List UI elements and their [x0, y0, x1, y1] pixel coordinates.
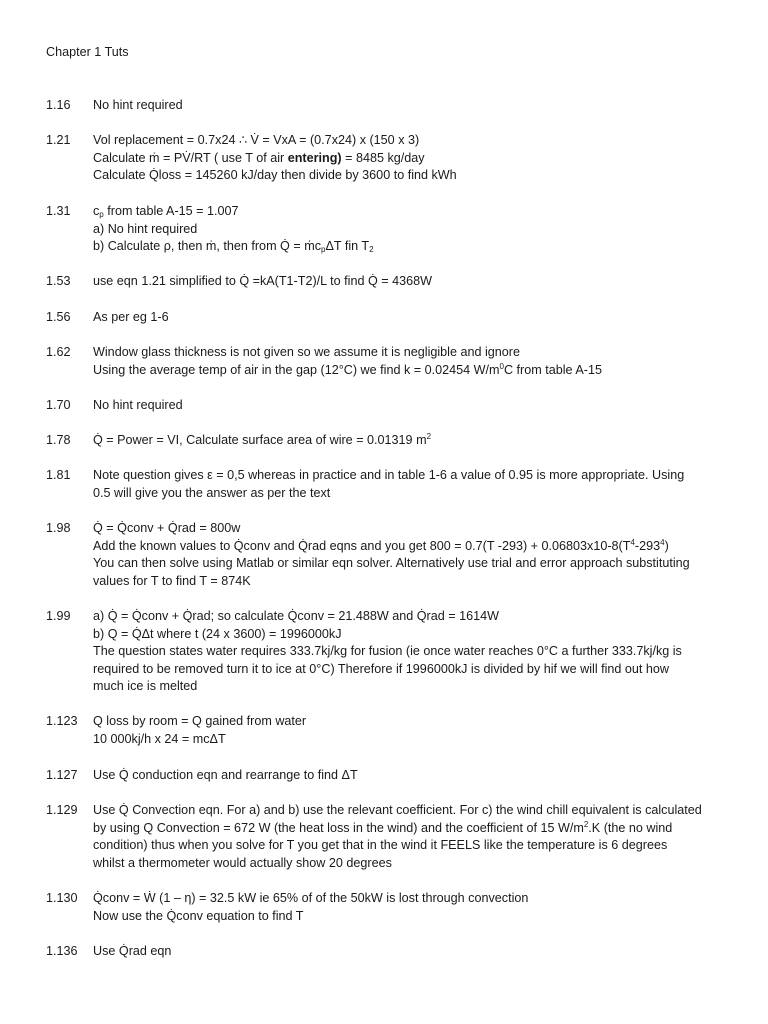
- hint-text: [93, 97, 744, 115]
- hint-line: Use Q̇ conduction eqn and rearrange to find ΔT: [93, 768, 358, 782]
- hint-text: [93, 608, 744, 696]
- hint-line: Q loss by room = Q gained from water: [93, 714, 307, 728]
- problem-number: 1.21: [46, 133, 71, 147]
- hint-line: $c_p$ from table A-15 = 1.007: [93, 204, 239, 219]
- problem-number: 1.129: [46, 803, 78, 817]
- problem-number: 1.53: [46, 274, 71, 288]
- hint-line: values for T to find T = 874K: [93, 573, 251, 588]
- hint-line: No hint required: [93, 98, 183, 112]
- hint-line: by using Q Convection = 672 W (the heat loss in the wind) and the coefficient of 15 $W/m^2.K$ (the no wind: [93, 819, 673, 835]
- hint-line: b) Q = Q̇Δt where t (24 x 3600) = 1996000kJ: [93, 626, 342, 641]
- problem-number: 1.56: [46, 310, 71, 324]
- hint-line: Q̇ = Power = VI, Calculate surface area of wire = 0.01319 $m^2$: [93, 432, 432, 447]
- hint-line: Window glass thickness is not given so we assume it is negligible and ignore: [93, 345, 521, 359]
- problem-number: 1.70: [46, 398, 71, 412]
- hint-line: required to be removed turn it to ice at 0°C) Therefore if 1996000kJ is divided by hif we will find out how: [93, 661, 670, 676]
- hint-line: Add the known values to Q̇conv and Q̇rad eqns and you get 800 = 0.7(T $-293) + 0.06803x10-8(T^4-293^4)$: [93, 537, 669, 553]
- hint-line: Use Q̇ Convection eqn. For a) and b) use the relevant coefficient. For c) the wind chill equivalent is calculated: [93, 803, 702, 817]
- hint-text: [93, 273, 744, 291]
- hint-line: Now use the Q̇conv equation to find T: [93, 908, 304, 923]
- hint-line: Note question gives ε = 0,5 whereas in practice and in table 1-6 a value of 0.95 is more appropriate. Using: [93, 468, 685, 482]
- hint-line: Use Q̇rad eqn: [93, 944, 172, 958]
- problem-number: 1.78: [46, 433, 71, 447]
- problem-number: 1.136: [46, 944, 78, 958]
- hint-text: [93, 713, 744, 748]
- hint-line: much ice is melted: [93, 679, 198, 693]
- hint-line: Q̇ = Q̇conv + Q̇rad = 800w: [93, 521, 241, 535]
- hint-text: [93, 203, 744, 256]
- problem-number: 1.99: [46, 609, 71, 623]
- hint-line: 0.5 will give you the answer as per the text: [93, 485, 331, 500]
- hint-text: [93, 767, 744, 785]
- hint-line: The question states water requires 333.7kj/kg for fusion (ie once water reaches 0°C a further 333.7kj/kg is: [93, 644, 682, 658]
- problem-number: 1.123: [46, 714, 78, 728]
- hint-text: [93, 943, 744, 961]
- hint-line: 10 000kj/h x 24 = mcΔT: [93, 731, 226, 746]
- hint-line: a) No hint required: [93, 221, 198, 236]
- hint-line: You can then solve using Matlab or similar eqn solver. Alternatively use trial and error approach substituting: [93, 556, 690, 570]
- hint-line: Vol replacement = 0.7x24 ∴ V̇ = VxA = (0.7x24) x (150 x 3): [93, 133, 420, 147]
- hint-line: Calculate Q̇loss = 145260 kJ/day then divide by 3600 to find kWh: [93, 168, 457, 182]
- hint-line: Using the average temp of air in the gap (12°C) we find k = 0.02454 $W/m^0C$ from table A-15: [93, 361, 602, 377]
- hint-text: [93, 344, 744, 379]
- hint-text: [93, 432, 744, 450]
- problem-number: 1.62: [46, 345, 71, 359]
- hint-text: [93, 397, 744, 415]
- hint-line: Calculate ṁ = PV̇/RT ( use T of air entering) = 8485 kg/day: [93, 150, 425, 165]
- hint-line: whilst a thermometer would actually show 20 degrees: [93, 855, 392, 870]
- hint-line: Q̇conv = Ẇ (1 – η) = 32.5 kW ie 65% of of the 50kW is lost through convection: [93, 891, 529, 905]
- problem-number: 1.127: [46, 768, 78, 782]
- hint-text: [93, 132, 744, 185]
- hint-text: [93, 802, 744, 872]
- hint-line: a) Q̇ = Q̇conv + Q̇rad; so calculate Q̇conv = 21.488W and Q̇rad = 1614W: [93, 609, 500, 623]
- problem-number: 1.81: [46, 468, 71, 482]
- problem-number: 1.98: [46, 521, 71, 535]
- hint-text: [93, 890, 744, 925]
- hint-line: use eqn 1.21 simplified to Q̇ =kA(T1-T2)/L to find Q̇ = 4368W: [93, 274, 433, 288]
- problem-number: 1.130: [46, 891, 78, 905]
- hint-line: b) Calculate ρ, then ṁ, then from Q̇ = ṁc$_p$ΔT fin $T_2$: [93, 239, 374, 254]
- hint-text: [93, 520, 744, 590]
- hint-text: [93, 467, 744, 502]
- hint-line: No hint required: [93, 398, 183, 412]
- hint-line: As per eg 1-6: [93, 310, 169, 324]
- document-title: Chapter 1 Tuts: [46, 45, 129, 59]
- problem-number: 1.16: [46, 98, 71, 112]
- hint-text: [93, 309, 744, 327]
- problem-number: 1.31: [46, 204, 71, 218]
- hint-line: condition) thus when you solve for T you get that in the wind it FEELS like the temperature is 6 degrees: [93, 838, 668, 852]
